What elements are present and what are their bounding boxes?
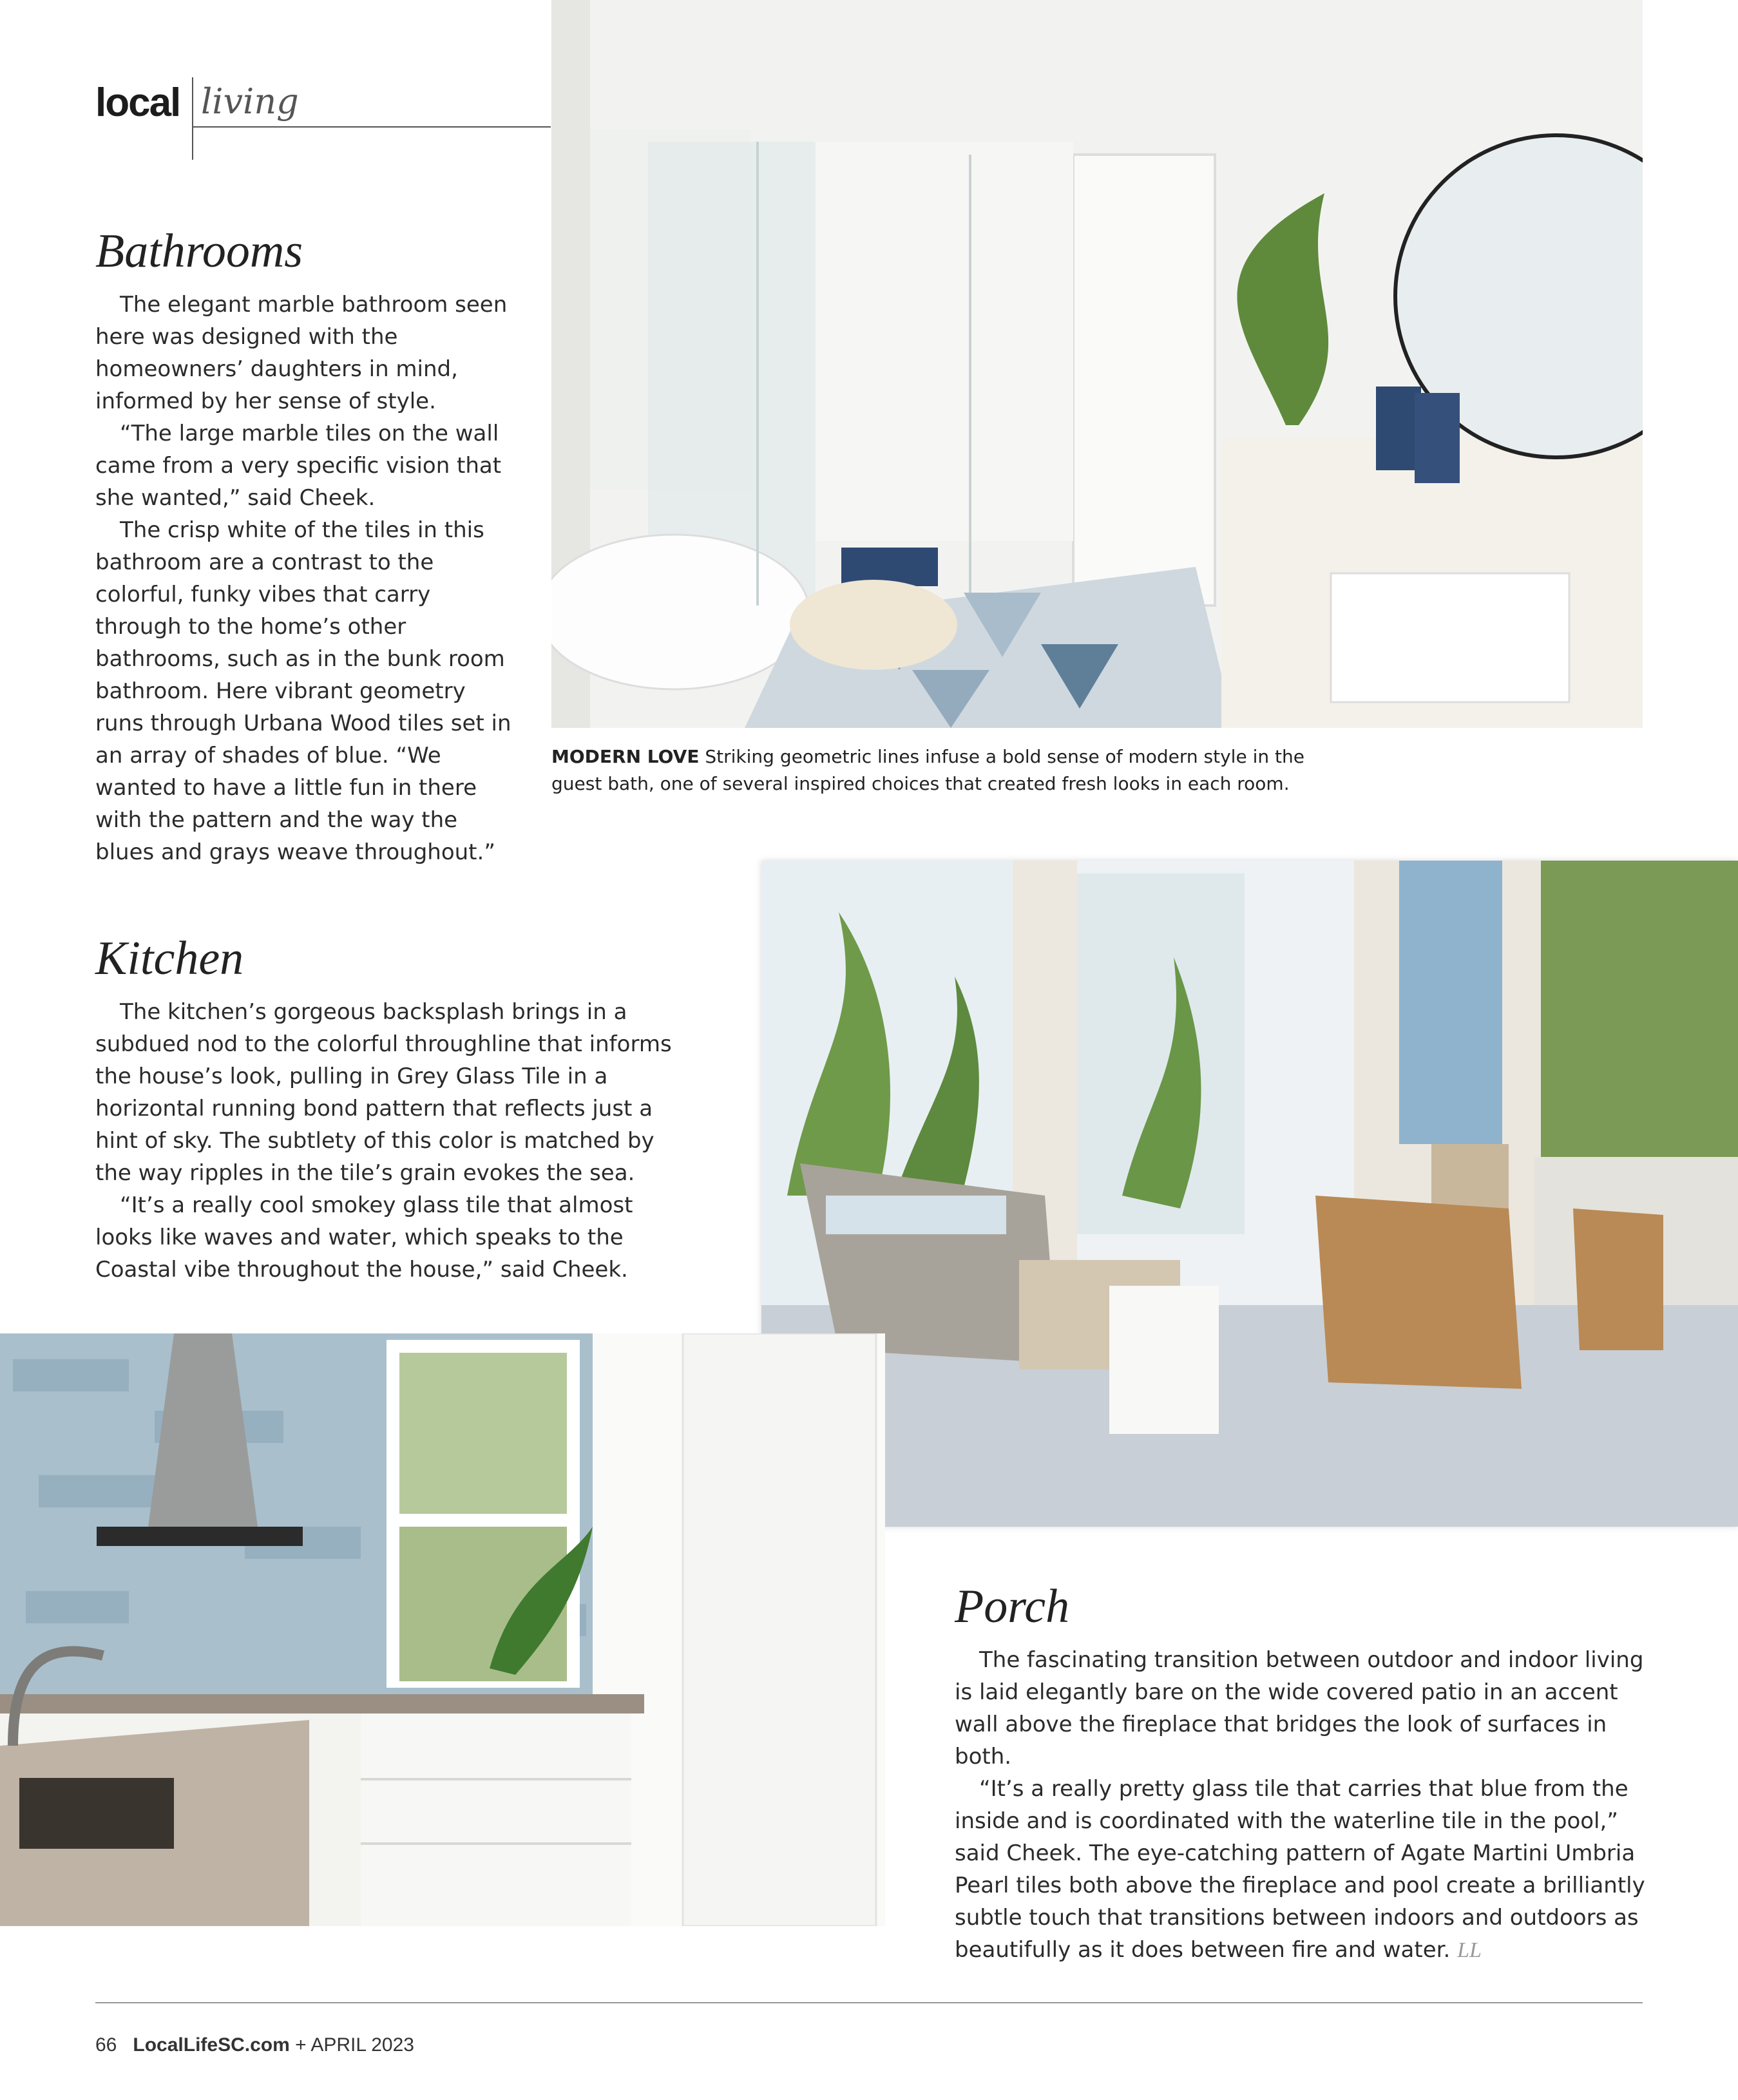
- porch-photo: [761, 861, 1738, 1527]
- bathrooms-heading: Bathrooms: [95, 225, 303, 278]
- kitchen-paragraph: “It’s a really cool smokey glass tile that almost looks like waves and water, which speaks to the Coastal vibe throughout the house,” said Cheek.: [95, 1192, 633, 1283]
- photo-caption: [551, 743, 1357, 797]
- caption-text: Striking geometric lines infuse a bold sense of modern style in the guest bath, one of several inspired choices that created fresh looks in each room.: [551, 746, 1304, 794]
- kitchen-photo: [0, 1333, 885, 1926]
- porch-paragraph-text: “It’s a really pretty glass tile that carries that blue from the inside and is coordinated with the waterline tile in the pool,” said Cheek. The eye-catching pattern of Agate Martini Umbria Pearl tiles both above the fireplace and pool create a brilliantly subtle touch that transitions between indoors and outdoors as beautifully as it does between fire and water.: [955, 1776, 1645, 1963]
- page-number: 66: [95, 2034, 117, 2056]
- brand-rule: [193, 126, 551, 128]
- brand-living: living: [201, 81, 299, 122]
- bathrooms-paragraph: The elegant marble bathroom seen here was designed with the homeowners’ daughters in mind, informed by her sense of style.: [95, 292, 508, 414]
- bathrooms-body: [95, 289, 514, 868]
- kitchen-heading: Kitchen: [95, 932, 244, 985]
- kitchen-paragraph: The kitchen’s gorgeous backsplash brings in a subdued nod to the colorful throughline that informs the house’s look, pulling in Grey Glass Tile in a horizontal running bond pattern that reflects just a hint of sky. The subtlety of this color is matched by the way ripples in the tile’s grain evokes the sea.: [95, 999, 672, 1186]
- end-mark: LL: [1457, 1938, 1482, 1962]
- bathrooms-paragraph: The crisp white of the tiles in this bathroom are a contrast to the colorful, funky vibes that carry through to the home’s other bathrooms, such as in the bunk room bathroom. Here vibrant geometry runs through Urbana Wood tiles set in an array of shades of blue. “We wanted to have a little fun in there with the pattern and the way the blues and grays weave throughout.”: [95, 517, 511, 865]
- brand-separator: [192, 77, 193, 160]
- bathroom-photo: [551, 0, 1643, 728]
- brand-local: local: [95, 81, 180, 125]
- footer-site: LocalLifeSC.com: [133, 2034, 290, 2056]
- bathrooms-paragraph: “The large marble tiles on the wall came from a very specific vision that she wanted,” said Cheek.: [95, 421, 502, 511]
- porch-body: [955, 1644, 1647, 1967]
- page-footer: [95, 2034, 414, 2056]
- porch-paragraph: The fascinating transition between outdoor and indoor living is laid elegantly bare on the wide covered patio in an accent wall above the fireplace that bridges the look of surfaces in both.: [955, 1647, 1644, 1770]
- caption-lead: MODERN LOVE: [551, 746, 700, 767]
- porch-paragraph: [955, 1773, 1647, 1967]
- footer-rule: [95, 2002, 1643, 2003]
- kitchen-body: [95, 996, 682, 1286]
- footer-issue: + APRIL 2023: [295, 2034, 414, 2056]
- porch-heading: Porch: [955, 1580, 1070, 1633]
